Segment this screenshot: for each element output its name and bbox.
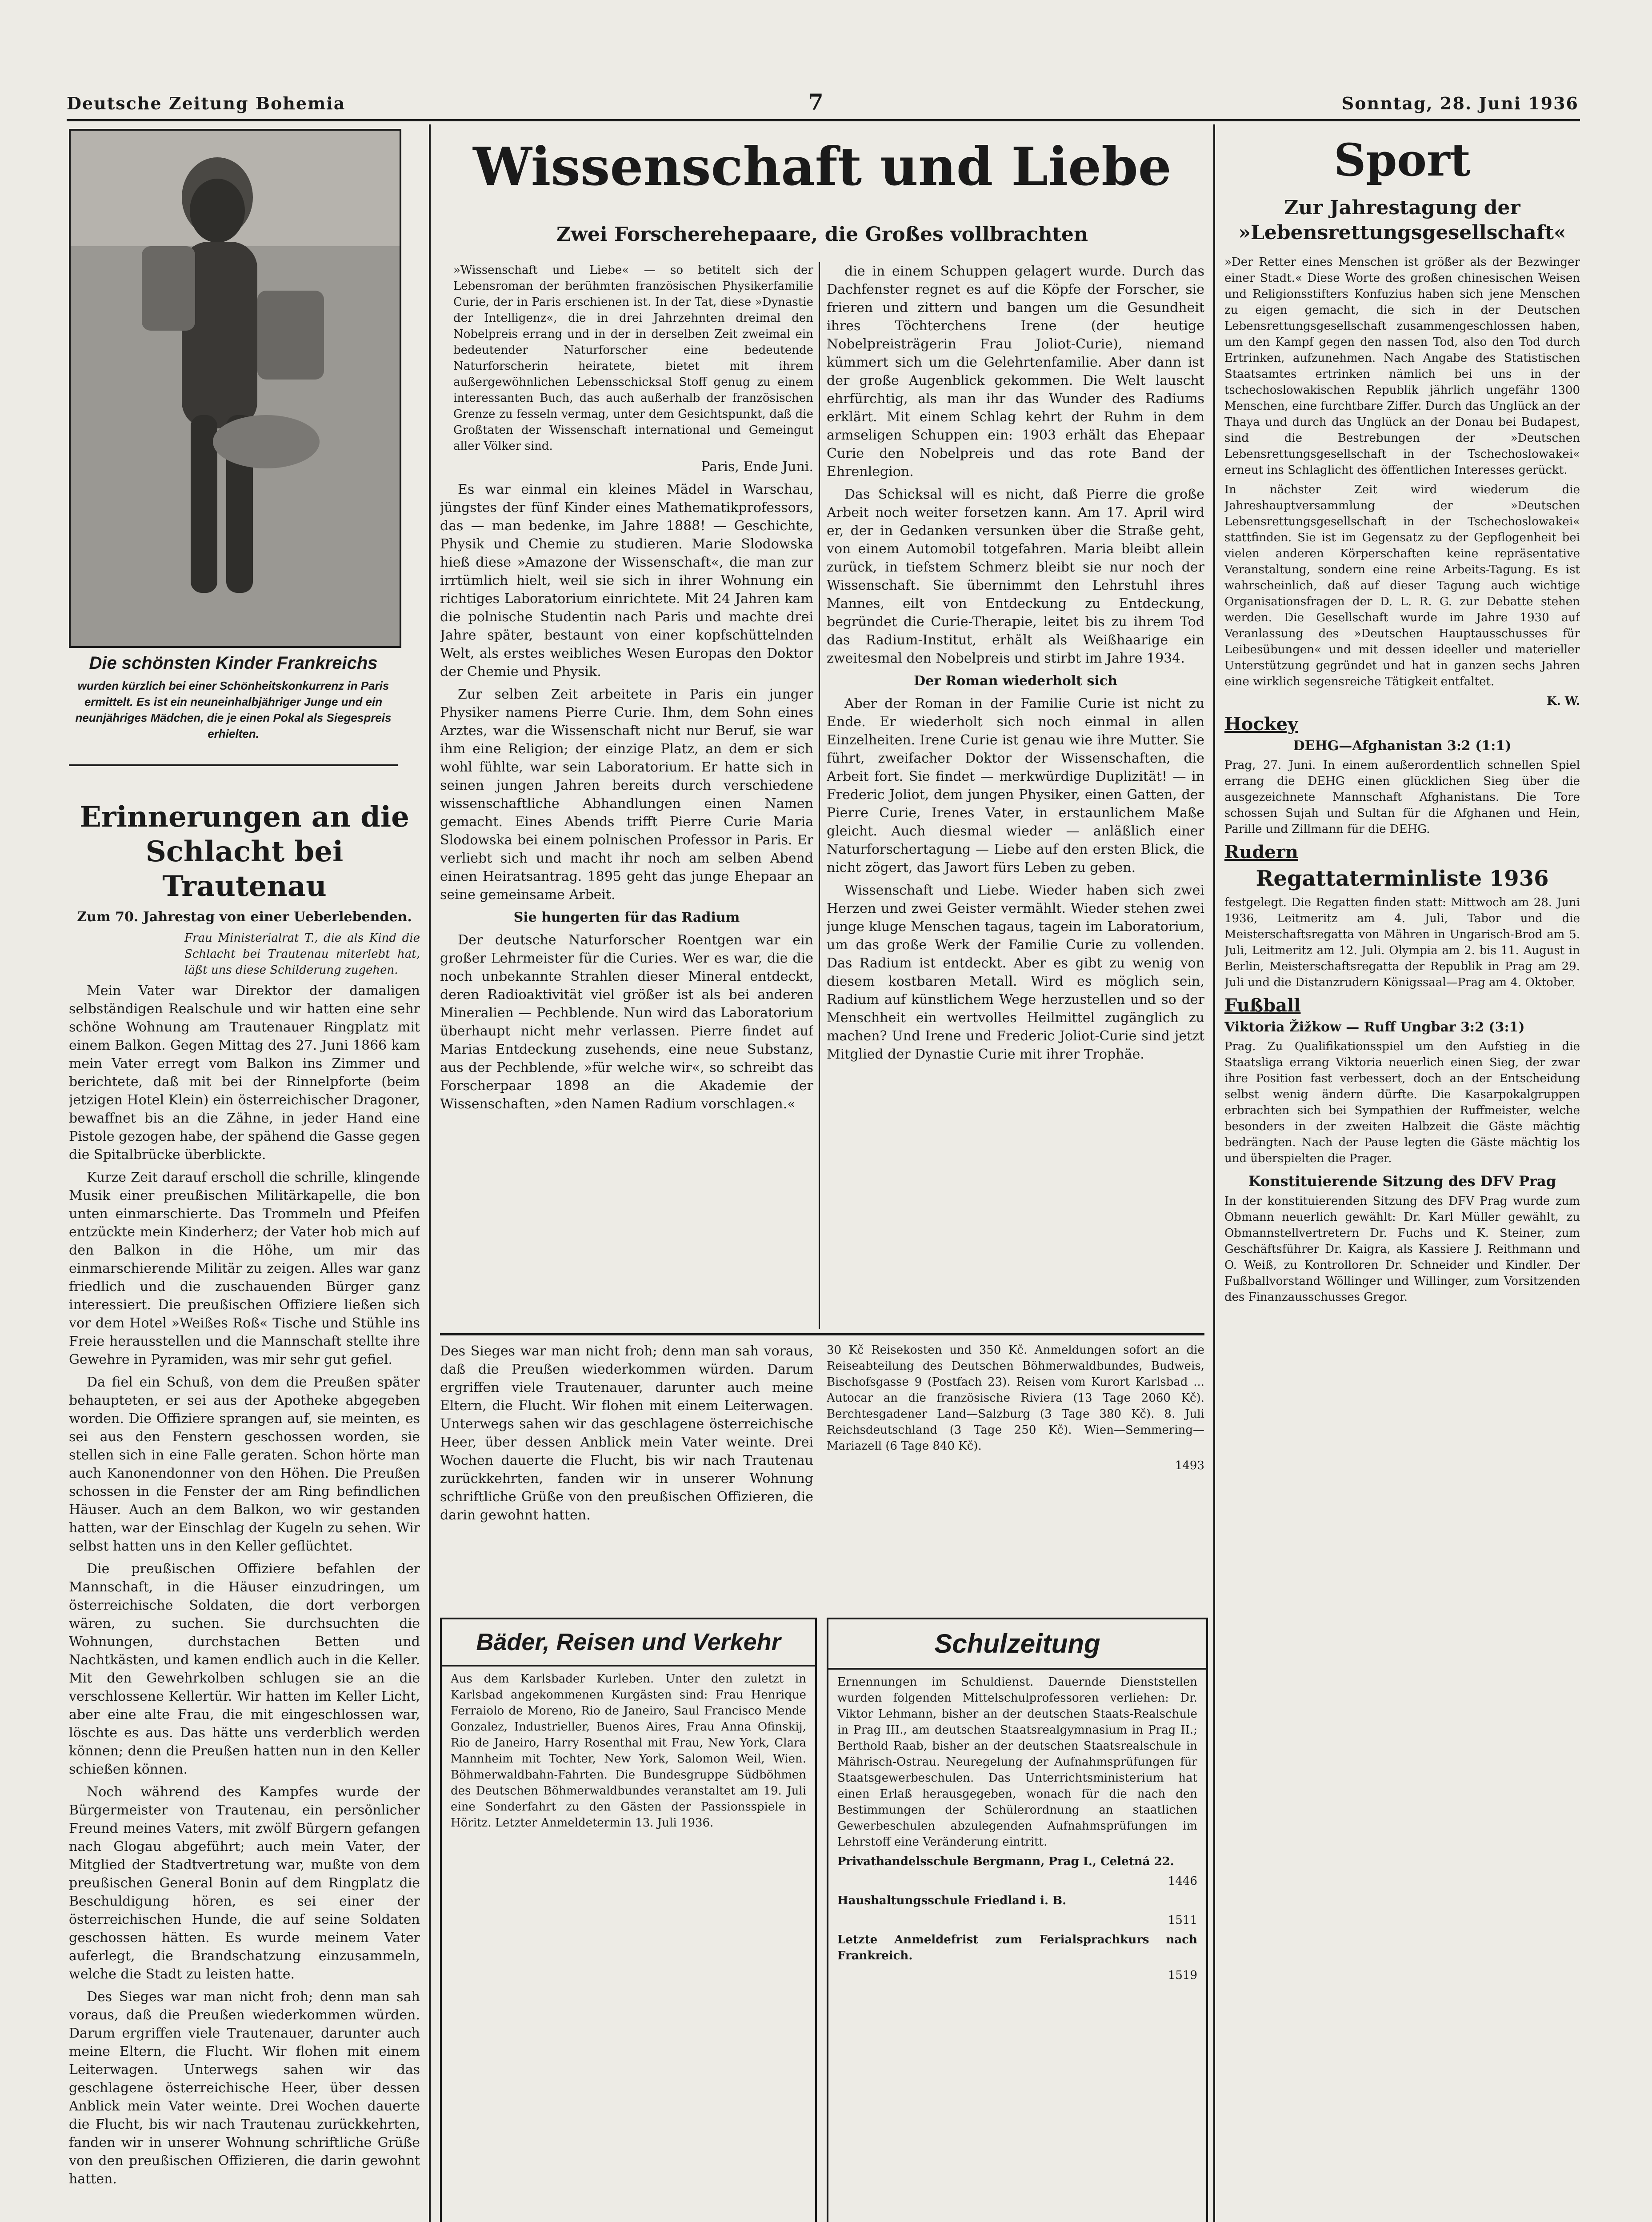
- sport-paragraph: »Der Retter eines Menschen ist größer als der Bezwinger einer Stadt.« Diese Worte des großen chinesischen Weisen und Religionsstifters Konfuzius haben sich jene Menschen zu eigen gemacht, die sich in der Deutschen Lebensrettungsgesellschaft zusammengeschlossen haben, um den Kampf gegen den nassen Tod, also den Tod durch Ertrinken, aufzunehmen. Nach Angabe des Statistischen Staatsamtes ertrinken nämlich bei uns in der tschechoslowakischen Republik jährlich ungefähr 1300 Menschen, eine furchtbare Ziffer. Durch das Unglück an der Thaya und durch das Unglück an der Donau bei Budapest, sind die Bestrebungen der »Deutschen Lebensrettungsgesellschaft in der Tschechoslowakei« erneut ins Schlaglicht des öffentlichen Interesses gerückt.: [1224, 256, 1580, 477]
- masthead-page-number: 7: [808, 89, 824, 115]
- sport-column: [1224, 133, 1580, 2222]
- wissenschaft-paragraph: Das Schicksal will es nicht, daß Pierre die große Arbeit noch weiter forsetzen kann. Am 17. April wird er, der in Gedanken versunken über die Straße geht, von einem Automobil totgefahren. Maria bleibt allein zurück, in tiefstem Schmerz bleibt sie nur noch der Wissenschaft. Sie übernimmt den Lehrstuhl ihres Mannes, eilt von Entdeckung zu Entdeckung, begründet die Curie-Therapie, leitet bis zu ihrem Tod das Radium-Institut, erhält als Weißhaarige ein zweitesmal den Nobelpreis und stirbt im Jahre 1934.: [827, 487, 1204, 666]
- column-rule-1: [429, 124, 431, 2222]
- wissenschaft-column-rule: [819, 262, 820, 1329]
- trautenau-intro: Frau Ministerialrat T., die als Kind die Schlacht bei Trautenau miterlebt hat, läßt uns diese Schilderung zugehen.: [184, 931, 420, 977]
- wissenschaft-subtitle: Zwei Forscherehepaare, die Großes vollbrachten: [556, 223, 1088, 246]
- schulzeitung-entry: Letzte Anmeldefrist zum Ferialsprachkurs nach Frankreich.: [837, 1933, 1197, 1962]
- photo-caption: [71, 653, 396, 742]
- fussball-text: Prag. Zu Qualifikationsspiel um den Aufstieg in die Staatsliga errang Viktoria neuerlich einen Sieg, der zwar ihre Position fast verbessert, doch an der Entscheidung selbst wenig ändern dürfte. Die Kasarpokalgruppen erbrachten sich bei Sympathien der Ruffmeister, welche besonders in der zweiten Halbzeit die Gäste mächtig bedrängten. Nach der Pause legten die Gäste mächtig los und überspielten die Prager.: [1224, 1040, 1580, 1165]
- children-figure-icon: [71, 131, 400, 646]
- trautenau-paragraph: Kurze Zeit darauf erscholl die schrille, klingende Musik einer preußischen Militärkapelle, die bon unten einmarschierte. Das Trommeln und Pfeifen entzückte mein Kinderherz; der Vater hob mich auf den Balkon in die Höhe, um mir das einmarschierende Militär zu zeigen. Alles war ganz friedlich und die zuschauenden Bürger ganz interessiert. Die preußischen Offiziere ließen sich vor dem Hotel »Weißes Roß« Tische und Stühle ins Freie herausstellen und die Mannschaft stellte ihre Gewehre in Pyramiden, was mir sehr gut gefiel.: [69, 1170, 420, 1367]
- photo-caption-title: Die schönsten Kinder Frankreichs: [89, 653, 378, 673]
- hockey-text: Prag, 27. Juni. In einem außerordentlich schnellen Spiel errang die DEHG einen glücklichen Sieg über die ausgezeichnete Mannschaft Afghanistans. Die Tore schossen Sujah und Sultan für die Afghanen und Hein, Parille und Zillmann für die DEHG.: [1224, 759, 1580, 836]
- wissenschaft-title: Wissenschaft und Liebe: [473, 136, 1172, 197]
- regatta-title: Regattaterminliste 1936: [1256, 866, 1549, 891]
- schulzeitung-box: [827, 1618, 1208, 2222]
- reise-ad-code: 1493: [1175, 1459, 1204, 1472]
- wissenschaft-paragraph: Wissenschaft und Liebe. Wieder haben sich zwei Herzen und zwei Geister vermählt. Wieder stehen zwei junge kluge Menschen tagaus, tagein im Laboratorium, um das große Werk der Familie Curie zu vollenden. Das Radium ist entdeckt. Aber es gibt zu wenig von diesem kostbaren Metall. Wird es möglich sein, Radium auf künstlichem Wege herzustellen und so der Menschheit ein wertvolles Heilmittel zugänglich zu machen? Und Irene und Frederic Joliot-Curie sind jetzt Mitglied der Dynastie Curie mit ihrer Trophäe.: [827, 883, 1204, 1062]
- wissenschaft-col-right: [827, 262, 1204, 1329]
- trautenau-paragraph: Noch während des Kampfes wurde der Bürgermeister von Trautenau, ein persönlicher Freund meines Vaters, mit zwölf Bürgern gefangen nach Glogau abgeführt; auch mein Vater, der Mitglied der Stadtvertretung war, mußte von dem preußischen General Bonin auf dem Ringplatz die Beschuldigung hören, es sei einer der österreichischen Hunde, die auf seine Soldaten geschossen hätten. Es wurde meinem Vater auferlegt, die Brandschatzung einzusammeln, welche die Stadt zu leisten hatte.: [69, 1784, 420, 1982]
- sport-signature: K. W.: [1547, 695, 1580, 708]
- schulzeitung-entry: Privathandelsschule Bergmann, Prag I., Celetná 22.: [837, 1855, 1174, 1868]
- fussball-match: Viktoria Žižkow — Ruff Ungbar 3:2 (3:1): [1224, 1019, 1525, 1035]
- trautenau-paragraph: Da fiel ein Schuß, von dem die Preußen später behaupteten, er sei aus der Apotheke abgegeben worden. Die Offiziere sprangen auf, sie meinten, es sei aus den Fenstern geschossen worden, sie stellen sich in eine Falle geraten. Schon hörte man auch Kanonendonner von den Höhen. Die Preußen schossen in die Fenster der am Ring befindlichen Häuser. Auch an dem Balkon, wo wir gestanden hatten, war der Einschlag der Kugeln zu sehen. Wir selbst hatten uns in den Keller geflüchtet.: [69, 1375, 420, 1554]
- schulzeitung-code: 1519: [1168, 1969, 1197, 1982]
- wissenschaft-paragraph: Aber der Roman in der Familie Curie ist nicht zu Ende. Er wiederholt sich noch einmal in allen Einzelheiten. Irene Curie ist genau wie ihre Mutter. Sie führt, zweifacher Doktor der Wissenschaften, die Arbeit fort. Sie findet — merkwürdige Duplizität! — in Frederic Joliot, dem jungen Physiker, einen Gatten, der Pierre Curie, Irenes Vater, in erstaunlichem Maße gleicht. Auch diesmal wieder — anläßlich einer Naturforschertagung — Liebe auf den ersten Blick, die nicht zögert, das Jawort fürs Leben zu geben.: [827, 696, 1204, 875]
- sport-title: Sport: [1334, 134, 1471, 186]
- schulzeitung-title: Schulzeitung: [828, 1619, 1206, 1670]
- wissenschaft-subhead: Der Roman wiederholt sich: [914, 673, 1117, 689]
- schulzeitung-code: 1511: [1168, 1914, 1197, 1927]
- trautenau-title: Erinnerungen an die Schlacht bei Trautenau: [80, 800, 409, 903]
- sport-subtitle: Zur Jahrestagung der »Lebensrettungsgesellschaft«: [1238, 196, 1566, 244]
- fussball-title: Fußball: [1224, 995, 1301, 1016]
- wissenschaft-paragraph: Es war einmal ein kleines Mädel in Warschau, jüngstes der fünf Kinder eines Mathematikprofessors, das — man bedenke, im Jahre 1888! — Geschichte, Physik und Chemie zu studieren. Marie Slodowska hieß diese »Amazone der Wissenschaft«, die man zur irrtümlich hielt, weil sie sich in ihrer Wohnung ein richtiges Laboratorium einrichtete. Mit 24 Jahren kam die polnische Studentin nach Paris und machte drei Jahre später, bestaunt von einer kopfschüttelnden Welt, als erstes weibliches Wesen Europas den Doktor der Chemie und Physik.: [440, 482, 813, 679]
- masthead-paper: Deutsche Zeitung Bohemia: [67, 93, 346, 113]
- wissenschaft-col-left: [440, 262, 813, 1329]
- baeder-box: [440, 1618, 817, 2222]
- wissenschaft-subhead: Sie hungerten für das Radium: [513, 910, 740, 925]
- kons-text: In der konstituierenden Sitzung des DFV Prag wurde zum Obmann neuerlich gewählt: Dr. Karl Müller gewählt, zu Obmannstellvertretern Dr. Fuchs und K. Steiner, zum Geschäftsführer Dr. Kaigra, als Kassiere J. Reithmann und O. Weiß, zu Kontrolloren Dr. Schneider und Kindler. Der Fußballvorstand Wöllinger und Willinger, zum Vorsitzenden des Finanzausschusses Gregor.: [1224, 1195, 1580, 1304]
- baeder-text: Aus dem Karlsbader Kurleben. Unter den zuletzt in Karlsbad angekommenen Kurgästen sind: Frau Henrique Ferraiolo de Moreno, Rio de Janeiro, Saul Francisco Mende Gonzalez, Industrieller, Buenos Aires, Frau Anna Ofinskij, Rio de Janeiro, Harry Rosenthal mit Frau, New York, Clara Mannheim mit Tochter, New York, Salomon Weil, Wien. Böhmerwaldbahn-Fahrten. Die Bundesgruppe Südböhmen des Deutschen Böhmerwaldbundes veranstaltet am 19. Juli eine Sonderfahrt zu den Gästen der Passionsspiele in Höritz. Letzter Anmeldetermin 13. Juli 1936.: [451, 1672, 806, 1830]
- hockey-match: DEHG—Afghanistan 3:2 (1:1): [1293, 738, 1512, 754]
- regatta-text: festgelegt. Die Regatten finden statt: Mittwoch am 28. Juni 1936, Leitmeritz am 4. Juli, Tabor und die Meisterschaftsregatta von Mähren in Ungarisch-Brod am 5. Juli, Leitmeritz am 12. Juli. Olympia am 2. bis 11. August in Berlin, Meisterschaftsregatta der Republik in Prag am 29. Juli und die Distanzrudern Königssaal—Prag am 4. Oktober.: [1224, 896, 1580, 989]
- wissenschaft-paragraph: die in einem Schuppen gelagert wurde. Durch das Dachfenster regnet es auf die Köpfe der Forscher, sie frieren und zittern und bangen um die Gesundheit ihres Töchterchens Irene (der heutige Nobelpreisträgerin Frau Joliot-Curie), niemand kümmert sich um die Gelehrtenfamilie. Aber dann ist der große Augenblick gekommen. Die Welt lauscht ehrfürchtig, als man ihr das Wunder des Radiums erklärt. Mit einem Schlag kehrt der Ruhm in dem armseligen Schuppen ein: 1903 erhält das Ehepaar Curie den Nobelpreis und das rote Band der Ehrenlegion.: [827, 264, 1204, 480]
- wissenschaft-paragraph: Der deutsche Naturforscher Roentgen war ein großer Lehrmeister für die Curies. Wer es war, die die noch unbekannte Strahlen dieser Mineral entdeckt, deren Radioaktivität viel größer ist als bei anderen Mineralien — Pechblende. Nun wird das Laboratorium überhaupt nicht mehr verlassen. Pierre findet auf Marias Entdeckung zusehends, eine neue Substanz, aus der Pechblende, »für welche wir«, so schreibt das Forscherpaar 1898 an die Akademie der Wissenschaften, »den Namen Radium vorschlagen.«: [440, 932, 813, 1112]
- children-photo: [69, 129, 401, 648]
- reise-ad-text: 30 Kč Reisekosten und 350 Kč. Anmeldungen sofort an die Reiseabteilung des Deutschen Böhmerwaldbundes, Budweis, Bischofsgasse 9 (Postfach 23). Reisen vom Kurort Karlsbad ... Autocar an die französische Riviera (13 Tage 2060 Kč). Berchtesgadener Land—Salzburg (3 Tage 380 Kč). 8. Juli Reichsdeutschland (3 Tage 250 Kč). Wien—Semmering—Mariazell (6 Tage 840 Kč).: [827, 1343, 1204, 1453]
- trautenau-continuation: [440, 1342, 813, 1591]
- wissenschaft-paragraph: Zur selben Zeit arbeitete in Paris ein junger Physiker namens Pierre Curie. Ihm, dem Sohn eines Arztes, war die Wissenschaft nicht nur Beruf, sie war ihm eine Religion; der einzige Platz, an dem er sich wohl fühlte, war sein Laboratorium. Er hatte sich in seinen jungen Jahren bereits durch verschiedene wissenschaftliche Abhandlungen einen Namen gemacht. Eines Abends trifft Pierre Curie Maria Slodowska bei einem polnischen Professor in Paris. Er verliebt sich und macht ihr noch am selben Abend einen Heiratsantrag. 1895 geht das junge Ehepaar an seine gemeinsame Arbeit.: [440, 687, 813, 903]
- wissenschaft-intro: »Wissenschaft und Liebe« — so betitelt sich der Lebensroman der berühmten französischen Physikerfamilie Curie, der in Paris erschienen ist. In der Tat, diese »Dynastie der Intelligenz«, die in drei Jahrzehnten dreimal den Nobelpreis errang und in der in derselben Zeit zweimal ein bedeutender Naturforscher eine bedeutende Naturforscherin heiratete, bietet mit ihrem außergewöhnlichen Lebensschicksal Stoff genug zu einem interessanten Buch, das auch außerhalb der französischen Grenze zu fesseln vermag, unter dem Gesichtspunkt, daß die Großtaten der Wissenschaft international und Gemeingut aller Völker sind.: [453, 264, 813, 453]
- masthead-rule: [67, 119, 1580, 121]
- schulzeitung-text: Ernennungen im Schuldienst. Dauernde Dienststellen wurden folgenden Mittelschulprofessoren verliehen: Dr. Viktor Lehmann, bisher an der deutschen Staats-Realschule in Prag III., am deutschen Staatsrealgymnasium in Prag II.; Berthold Raab, bisher an der deutschen Staatsrealschule in Mährisch-Ostrau. Neuregelung der Aufnahmsprüfungen für Staatsgewerbeschulen. Das Unterrichtsministerium hat einen Erlaß herausgegeben, wonach für die nach den Bestimmungen der Schülerordnung an staatlichen Gewerbeschulen abzulegenden Aufnahmsprüfungen im Lehrstoff eine Veränderung eintritt.: [837, 1675, 1197, 1849]
- hockey-title: Hockey: [1224, 714, 1298, 735]
- schulzeitung-code: 1446: [1168, 1874, 1197, 1888]
- schulzeitung-entry: Haushaltungsschule Friedland i. B.: [837, 1894, 1067, 1907]
- masthead-date: Sonntag, 28. Juni 1936: [1341, 93, 1579, 113]
- trautenau-paragraph: Des Sieges war man nicht froh; denn man sah voraus, daß die Preußen wiederkommen würden. Darum ergriffen viele Trautenauer, darunter auch meine Eltern, die Flucht. Wir flohen mit einem Leiterwagen. Unterwegs sahen wir das geschlagene österreichische Heer, über dessen Anblick mein Vater weinte. Drei Wochen dauerte die Flucht, bis wir nach Trautenau zurückkehrten, fanden wir in unserer Wohnung schriftliche Grüße von den preußischen Offizieren, die darin gewohnt hatten.: [440, 1343, 813, 1523]
- column-rule-2: [1213, 124, 1215, 2222]
- photo-caption-text: wurden kürzlich bei einer Schönheitskonkurrenz in Paris ermittelt. Es ist ein neuneinhalbjähriger Junge und ein neunjähriges Mädchen, die je einen Pokal als Siegespreis erhielten.: [75, 679, 392, 740]
- baeder-title: Bäder, Reisen und Verkehr: [442, 1619, 815, 1666]
- sport-paragraph: In nächster Zeit wird wiederum die Jahreshauptversammlung der »Deutschen Lebensrettungsgesellschaft in der Tschechoslowakei« stattfinden. Sie ist im Gegensatz zu der Gepflogenheit bei vielen anderen Körperschaften keine repräsentative Veranstaltung, sondern eine reine Arbeits-Tagung. Es ist wahrscheinlich, daß auf dieser Tagung auch wichtige Organisationsfragen der D. L. R. G. zur Debatte stehen werden. Die Gesellschaft wurde im Jahre 1930 auf Veranlassung des »Deutschen Hauptausschusses für Leibesübungen« und mit dessen ideeller und materieller Unterstützung gegründet und hat in ganzen sechs Jahren eine wirklich segensreiche Tätigkeit entfaltet.: [1224, 483, 1580, 688]
- trautenau-article: [69, 800, 420, 2222]
- wissenschaft-bottom-rule: [440, 1333, 1204, 1335]
- trautenau-paragraph: Die preußischen Offiziere befahlen der Mannschaft, in die Häuser einzudringen, um österreichische Soldaten, die dort verborgen wären, zu suchen. Sie durchsuchten die Wohnungen, durchstachen Betten und Nachtkästen, und kamen endlich auch in die Keller. Mit den Gewehrkolben schlugen sie an die verschlossene Kellertür. Wir hatten im Keller Licht, aber eine alte Frau, die mit eingeschlossen war, löschte es aus. Das hätte uns verderblich werden können; denn die Preußen hatten nun in den Keller schießen können.: [69, 1561, 420, 1777]
- wissenschaft-dateline: Paris, Ende Juni.: [701, 459, 813, 475]
- trautenau-paragraph: Mein Vater war Direktor der damaligen selbständigen Realschule und wir hatten eine sehr schöne Wohnung am Trautenauer Ringplatz mit einem Balkon. Gegen Mittag des 27. Juni 1866 kam mein Vater erregt vom Balkon ins Zimmer und berichtete, daß mit bei der Rinnelpforte (beim jetzigen Hotel Klein) ein österreichischer Dragoner, bewaffnet bis an die Zähne, in jeder Hand eine Pistole gezogen habe, der spähend die Gasse gegen die Spitalbrücke überblickte.: [69, 983, 420, 1163]
- trautenau-paragraph: Des Sieges war man nicht froh; denn man sah voraus, daß die Preußen wiederkommen würden. Darum ergriffen viele Trautenauer, darunter auch meine Eltern, die Flucht. Wir flohen mit einem Leiterwagen. Unterwegs sahen wir das geschlagene österreichische Heer, über dessen Anblick mein Vater weinte. Drei Wochen dauerte die Flucht, bis wir nach Trautenau zurückkehrten, fanden wir in unserer Wohnung schriftliche Grüße von den preußischen Offizieren, die darin gewohnt hatten.: [69, 1989, 420, 2187]
- caption-rule: [69, 764, 398, 766]
- reise-ad: [827, 1342, 1204, 1591]
- rudern-title: Rudern: [1224, 842, 1298, 863]
- trautenau-subtitle: Zum 70. Jahrestag von einer Ueberlebenden.: [77, 909, 412, 925]
- kons-title: Konstituierende Sitzung des DFV Prag: [1248, 1173, 1556, 1190]
